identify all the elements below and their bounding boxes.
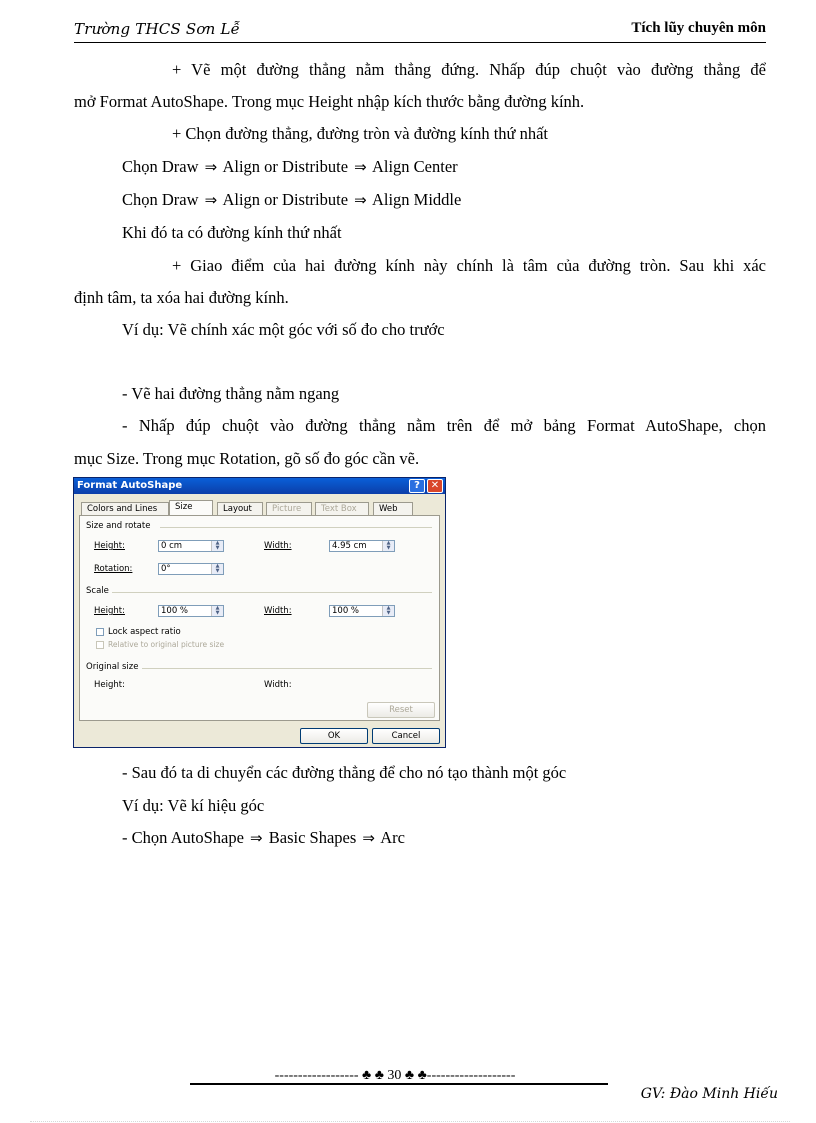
text: - Chọn AutoShape	[122, 828, 244, 847]
arrow-icon: ⇒	[354, 158, 367, 176]
paragraph-line: - Sau đó ta di chuyển các đường thẳng để cho nó tạo thành một góc	[122, 763, 567, 782]
section-title: Tích lũy chuyên môn	[631, 20, 766, 36]
arrow-icon: ⇒	[362, 829, 375, 847]
divider	[142, 668, 432, 669]
spinner-arrows-icon[interactable]: ▲ ▼	[211, 564, 223, 574]
example-heading: Ví dụ: Vẽ chính xác một góc với số đo cho trước	[122, 320, 445, 339]
draw-align-middle-line	[122, 190, 461, 210]
scale-height-input[interactable]	[158, 605, 224, 617]
height-input[interactable]	[158, 540, 224, 552]
tab-picture[interactable]: Picture	[266, 502, 312, 515]
tab-strip	[81, 500, 441, 516]
paragraph-line: + Chọn đường thẳng, đường tròn và đường kính thứ nhất	[172, 124, 549, 143]
scale-width-label: Width:	[264, 606, 292, 616]
divider	[112, 592, 432, 593]
arrow-icon: ⇒	[354, 191, 367, 209]
autoshape-arc-line	[122, 828, 405, 848]
lock-aspect-checkbox[interactable]	[96, 628, 104, 636]
scale-height-label: Height:	[94, 606, 125, 616]
arrow-icon: ⇒	[204, 191, 218, 209]
page-edge	[30, 1121, 790, 1122]
height-label: Height:	[94, 541, 125, 551]
tab-colors-and-lines[interactable]: Colors and Lines	[81, 502, 169, 515]
width-value: 4.95 cm	[332, 541, 367, 551]
reset-button[interactable]: Reset	[367, 702, 435, 718]
original-width-label: Width:	[264, 680, 292, 690]
lock-aspect-label: Lock aspect ratio	[108, 627, 181, 637]
text: Align Middle	[371, 190, 462, 209]
paragraph-line: mục Size. Trong mục Rotation, gõ số đo góc cần vẽ.	[74, 449, 420, 468]
spinner-arrows-icon[interactable]: ▲ ▼	[211, 541, 223, 551]
paragraph-line: + Giao điểm của hai đường kính này chính là tâm của đường tròn. Sau khi xác	[172, 256, 766, 275]
format-autoshape-dialog	[73, 477, 446, 748]
paragraph-line: - Vẽ hai đường thẳng nằm ngang	[122, 384, 340, 403]
relative-size-label: Relative to original picture size	[108, 640, 225, 649]
group-scale: Scale	[86, 586, 109, 596]
spinner-arrows-icon[interactable]: ▲ ▼	[382, 606, 394, 616]
text: Basic Shapes	[268, 828, 357, 847]
arrow-icon: ⇒	[204, 158, 218, 176]
original-height-label: Height:	[94, 680, 125, 690]
rotation-input[interactable]	[158, 563, 224, 575]
paragraph-line: mở Format AutoShape. Trong mục Height nhập kích thước bằng đường kính.	[74, 92, 585, 111]
footer-rule	[190, 1083, 608, 1085]
help-icon[interactable]: ?	[409, 479, 425, 493]
dialog-title: Format AutoShape	[77, 480, 183, 491]
rotation-value: 0°	[161, 564, 171, 574]
rotation-label: Rotation:	[94, 564, 133, 574]
text: Align or Distribute	[222, 157, 349, 176]
spinner-arrows-icon[interactable]: ▲ ▼	[382, 541, 394, 551]
paragraph-line: Khi đó ta có đường kính thứ nhất	[122, 223, 342, 242]
width-label: Width:	[264, 541, 292, 551]
text: Arc	[380, 828, 405, 847]
paragraph-line: - Nhấp đúp chuột vào đường thẳng nằm trên để mở bảng Format AutoShape, chọn	[122, 416, 766, 435]
draw-align-center-line	[122, 157, 458, 177]
text: Align Center	[371, 157, 458, 176]
width-input[interactable]	[329, 540, 395, 552]
relative-size-checkbox[interactable]	[96, 641, 104, 649]
tab-layout[interactable]: Layout	[217, 502, 263, 515]
arrow-icon: ⇒	[250, 829, 263, 847]
paragraph-line: định tâm, ta xóa hai đường kính.	[74, 288, 289, 307]
height-value: 0 cm	[161, 541, 183, 551]
header-rule	[74, 42, 766, 43]
dialog-titlebar	[74, 478, 445, 494]
text: Align or Distribute	[222, 190, 349, 209]
scale-width-value: 100 %	[332, 606, 360, 616]
scale-width-input[interactable]	[329, 605, 395, 617]
school-name: Trường THCS Sơn Lễ	[74, 20, 241, 38]
spinner-arrows-icon[interactable]: ▲ ▼	[211, 606, 223, 616]
text: Chọn Draw	[122, 190, 199, 209]
scale-height-value: 100 %	[161, 606, 189, 616]
author: GV: Đào Minh Hiếu	[640, 1086, 778, 1102]
size-panel	[79, 515, 440, 721]
cancel-button[interactable]: Cancel	[372, 728, 440, 744]
tab-size[interactable]: Size	[169, 500, 213, 516]
page-header	[74, 20, 766, 42]
group-original-size: Original size	[86, 662, 139, 672]
example-heading: Ví dụ: Vẽ kí hiệu góc	[122, 796, 265, 815]
text: Chọn Draw	[122, 157, 199, 176]
page-number: ------------------ ♣ ♣ 30 ♣ ♣-------------------	[274, 1068, 516, 1083]
tab-text-box[interactable]: Text Box	[315, 502, 369, 515]
ok-button[interactable]: OK	[300, 728, 368, 744]
group-size-rotate: Size and rotate	[86, 521, 151, 531]
close-icon[interactable]: ✕	[427, 479, 443, 493]
paragraph-line: + Vẽ một đường thẳng nằm thẳng đứng. Nhấp đúp chuột vào đường thẳng để	[172, 60, 766, 79]
divider	[160, 527, 432, 528]
tab-web[interactable]: Web	[373, 502, 413, 515]
